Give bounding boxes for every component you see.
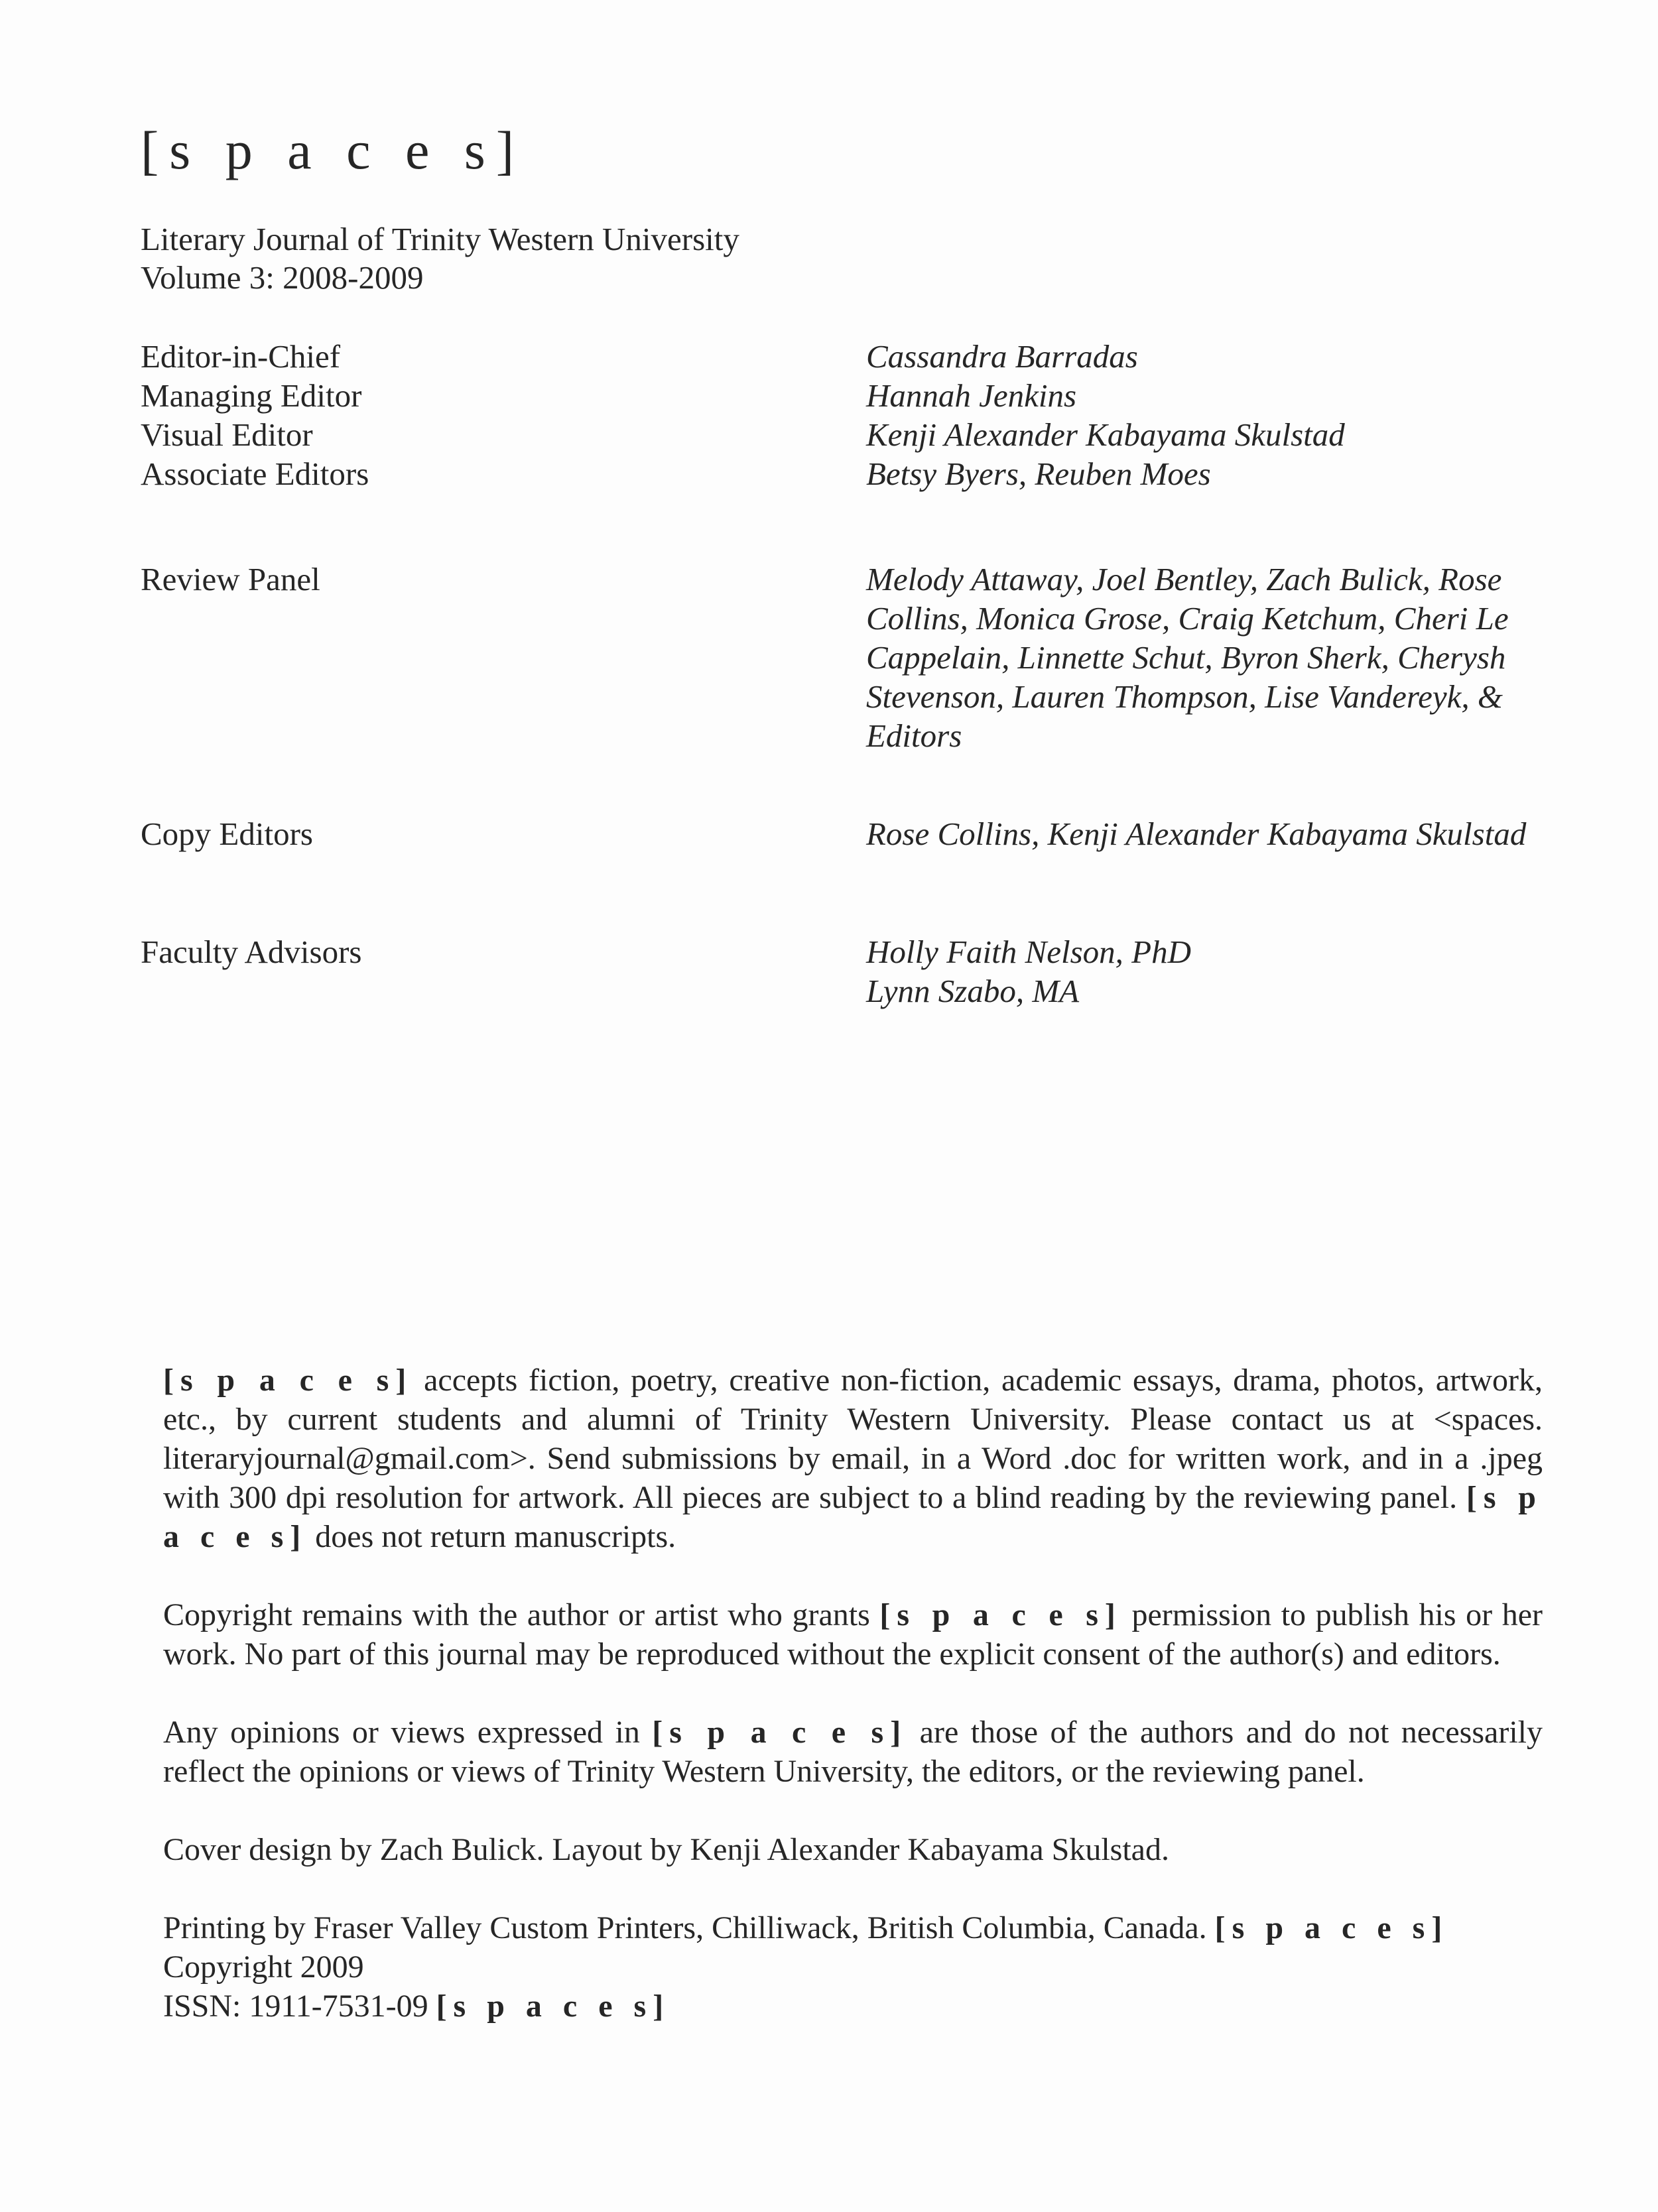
brand-mark: [s p a c e s] xyxy=(652,1715,908,1750)
editors-block xyxy=(141,337,1345,493)
submissions-paragraph xyxy=(163,1361,1543,1556)
brand-mark: [s p a c e s] xyxy=(163,1363,413,1398)
publication-notice xyxy=(163,1361,1543,2026)
journal-subtitle xyxy=(141,220,739,297)
names-line: Holly Faith Nelson, PhD xyxy=(866,934,1191,970)
printing-line xyxy=(163,1908,1543,1947)
masthead-row xyxy=(141,454,1211,493)
role-label: Visual Editor xyxy=(141,416,313,453)
names-line: Collins, Monica Grose, Craig Ketchum, Cheri Le xyxy=(866,600,1509,637)
brand-mark: [s p a c e s] xyxy=(163,1480,1543,1554)
paragraph-text: are those of the authors and do not necessarily reflect the opinions or views of Trinity Western University, the editors, or the reviewing panel. xyxy=(163,1715,1543,1789)
names-line: Stevenson, Lauren Thompson, Lise Vandereyk, & xyxy=(866,678,1503,715)
review-panel-names xyxy=(866,560,1556,755)
role-names: Kenji Alexander Kabayama Skulstad xyxy=(866,416,1345,453)
role-label: Associate Editors xyxy=(141,456,369,492)
copyright-paragraph xyxy=(163,1595,1543,1674)
paragraph-text: Copyright remains with the author or artist who grants xyxy=(163,1597,880,1632)
issn-line xyxy=(163,1987,1543,2026)
names-line: Editors xyxy=(866,717,962,754)
role-label: Review Panel xyxy=(141,561,320,597)
printing-paragraph xyxy=(163,1908,1543,2026)
role-label: Faculty Advisors xyxy=(141,934,362,970)
paragraph-text: accepts fiction, poetry, creative non-fiction, academic essays, drama, photos, artwork, etc., by current students and alumni of Trinity Western University. Please contact us at <spaces. literaryjournal@gmail.com>. Send submissions by email, in a Word .doc for written work, and in a .jpeg with 300 dpi resolution for artwork. All pieces are subject to a blind reading by the reviewing panel. xyxy=(163,1363,1543,1515)
paragraph-text: ISSN: 1911-7531-09 xyxy=(163,1989,436,2024)
opinions-paragraph xyxy=(163,1713,1543,1791)
copyright-year-line: Copyright 2009 xyxy=(163,1949,364,1985)
masthead-row xyxy=(141,415,1345,454)
role-names xyxy=(866,932,1556,1011)
role-label: Copy Editors xyxy=(141,816,313,852)
masthead-row xyxy=(141,337,1138,376)
paragraph-text: permission to publish his or her work. No part of this journal may be reproduced without the explicit consent of the author(s) and editors. xyxy=(163,1597,1543,1672)
volume-line: Volume 3: 2008-2009 xyxy=(141,259,424,296)
names-line: Lynn Szabo, MA xyxy=(866,973,1080,1009)
brand-mark: [s p a c e s] xyxy=(436,1989,670,2024)
names-line: Cappelain, Linnette Schut, Byron Sherk, Cherysh xyxy=(866,639,1506,676)
names-line: Melody Attaway, Joel Bentley, Zach Bulick, Rose xyxy=(866,561,1502,597)
paragraph-text: Printing by Fraser Valley Custom Printers, Chilliwack, British Columbia, Canada. xyxy=(163,1910,1215,1945)
brand-mark: [s p a c e s] xyxy=(879,1597,1122,1632)
review-panel-block xyxy=(141,560,1509,754)
masthead-row xyxy=(141,932,1191,1009)
credits-paragraph: Cover design by Zach Bulick. Layout by Kenji Alexander Kabayama Skulstad. xyxy=(163,1832,1169,1867)
role-label: Managing Editor xyxy=(141,377,362,414)
copy-editors-block xyxy=(141,814,1527,853)
role-names: Rose Collins, Kenji Alexander Kabayama Skulstad xyxy=(866,816,1527,852)
faculty-advisors-block xyxy=(141,932,1191,1009)
paragraph-text: does not return manuscripts. xyxy=(307,1519,676,1554)
brand-mark: [s p a c e s] xyxy=(1214,1910,1449,1945)
subtitle-line: Literary Journal of Trinity Western University xyxy=(141,221,739,257)
masthead-row xyxy=(141,560,1509,754)
paragraph-text: Any opinions or views expressed in xyxy=(163,1715,653,1750)
role-names: Hannah Jenkins xyxy=(866,377,1077,414)
role-names: Betsy Byers, Reuben Moes xyxy=(866,456,1211,492)
masthead-row xyxy=(141,814,1527,853)
role-label: Editor-in-Chief xyxy=(141,338,341,375)
masthead-row xyxy=(141,376,1077,415)
role-names: Cassandra Barradas xyxy=(866,338,1138,375)
journal-title: [s p a c e s] xyxy=(141,120,525,180)
